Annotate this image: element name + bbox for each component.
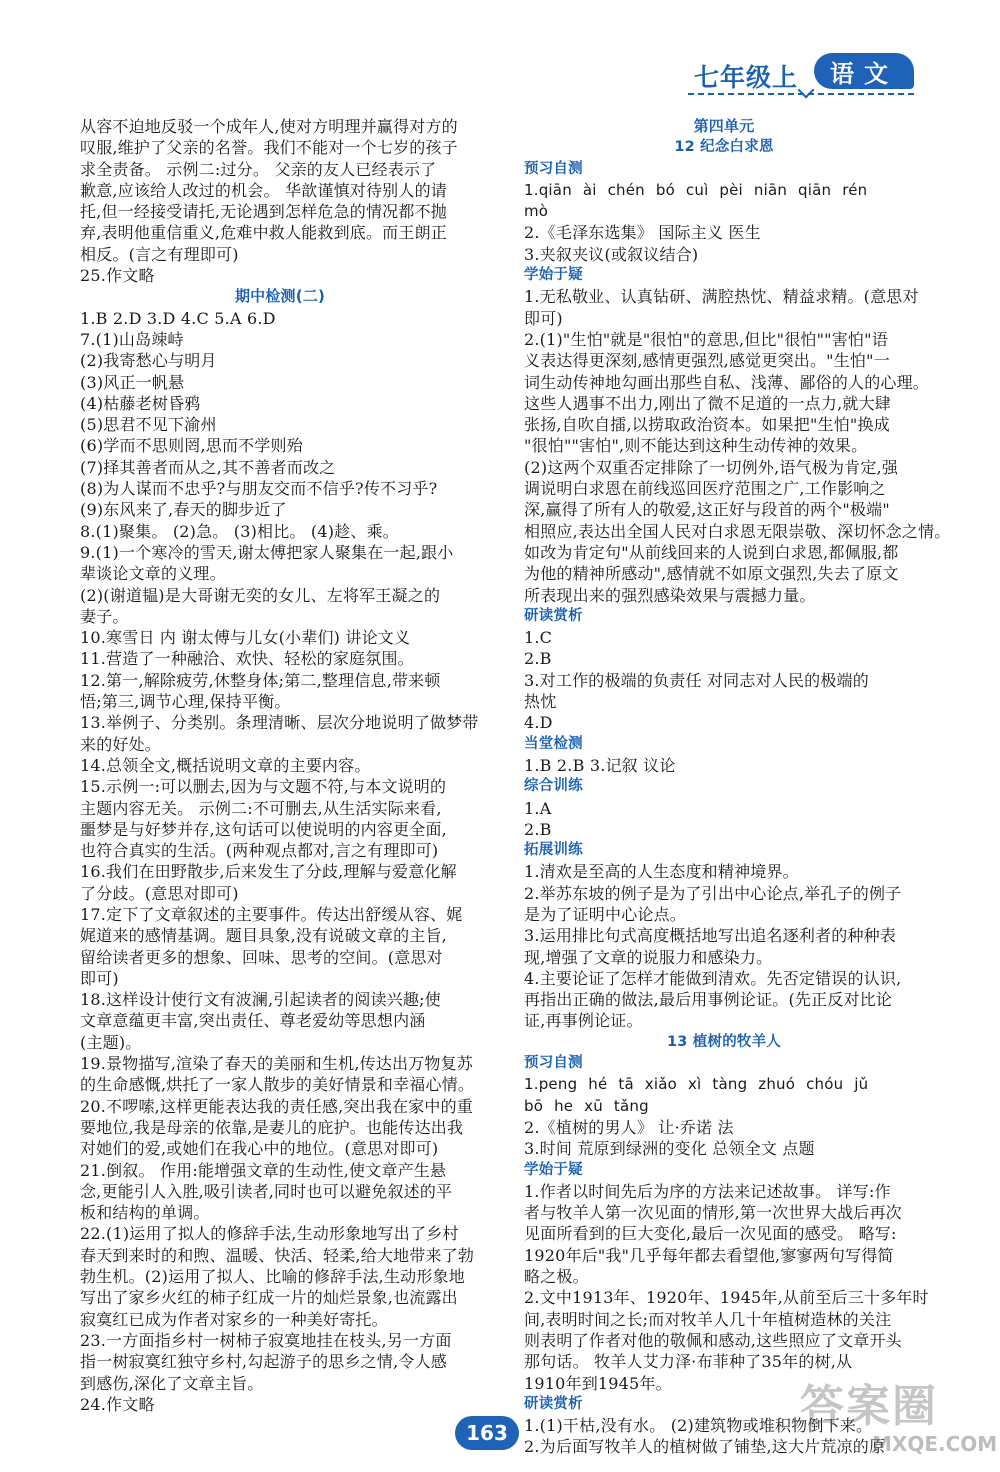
answer-line: 念,更能引人入胜,吸引读者,同时也可以避免叙述的平 [80,1181,453,1201]
answer-line: 13.举例子、分类别。条理清晰、层次分地说明了做梦带 [80,713,479,733]
answer-line: 见面所看到的巨大变化,最后一次见面的感受。 略写: [524,1224,897,1244]
answer-line: 25.作文略 [80,266,155,286]
answer-line: 者与牧羊人第一次见面的情形,第一次世界大战后再次 [524,1203,902,1223]
exercise-label: 学始于疑 [524,267,583,284]
answer-line: 1.无私敬业、认真钻研、满腔热忱、精益求精。(意思对 [524,287,919,307]
answer-line: 8.(1)聚集。 (2)急。 (3)相比。 (4)趁、乘。 [80,521,399,541]
answer-line: 文章意蕴更丰富,突出责任、尊老爱幼等思想内涵 [80,1011,426,1031]
answer-line: 24.作文略 [80,1394,155,1414]
answer-line: 17.定下了文章叙述的主要事件。传达出舒缓从容、娓 [80,904,463,924]
pinyin-line: 1.peng hé tā xiǎo xì tàng zhuó chóu jǔ [524,1075,869,1094]
answer-line: 略之极。 [524,1267,589,1287]
answer-line: 留给读者更多的想象、回味、思考的空间。(意思对 [80,947,443,967]
answer-line: 妻子。 [80,606,129,626]
answer-line: 23.一方面指乡村一树柿子寂寞地挂在枝头,另一方面 [80,1330,452,1350]
watermark-logo: 答案圈 [800,1381,938,1432]
answer-line: 18.这样设计使行文有波澜,引起读者的阅读兴趣;使 [80,990,441,1010]
left-column [80,116,480,1415]
exercise-label: 综合训练 [524,778,583,795]
answer-line: (8)为人谋而不忠乎?与朋友交而不信乎?传不习乎? [80,479,438,499]
answer-line: 7.(1)山岛竦峙 [80,329,184,349]
page-number: 163 [455,1416,519,1450]
pinyin-line: mò [524,202,549,221]
answer-line: 3.对工作的极端的负责任 对同志对人民的极端的 [524,670,869,690]
answer-line: (2)我寄愁心与明月 [80,351,217,371]
answer-line: 托,但一经接受请托,无论遇到怎样危急的情况都不抛 [80,202,447,222]
answer-line: 则表明了作者对他的敬佩和感动,这些照应了文章开头 [524,1330,902,1350]
answer-line: 张扬,自吹自擂,以捞取政治资本。如果把"生怕"换成 [524,415,890,435]
answer-line: 1.作者以时间先后为序的方法来记述故事。 详写:作 [524,1181,891,1201]
answer-line: 2.举苏东坡的例子是为了引出中心论点,举孔子的例子 [524,883,902,903]
answer-line: 1910年到1945年。 [524,1373,672,1393]
answer-line: 勃生机。(2)运用了拟人、比喻的修辞手法,生动形象地 [80,1267,465,1287]
answer-line: 来的好处。 [80,734,162,754]
answer-line: 22.(1)运用了拟人的修辞手法,生动形象地写出了乡村 [80,1224,459,1244]
answer-line: (6)学而不思则罔,思而不学则殆 [80,436,303,456]
answer-line: 1.C [524,628,553,648]
answer-line: "很怕""害怕",则不能达到这种生动传神的效果。 [524,436,868,456]
pinyin-line: bō he xū tǎng [524,1096,649,1115]
answer-line: 板和结构的单调。 [80,1203,210,1223]
answer-line: 如改为肯定句"从前线回来的人说到白求恩,都佩服,都 [524,542,899,562]
answer-line: 1.B 2.D 3.D 4.C 5.A 6.D [80,308,276,328]
answer-line: 即可) [80,968,119,988]
exercise-label: 研读赏析 [524,607,583,624]
lesson-title: 12 纪念白求恩 [674,139,774,156]
answer-line: (2)这两个双重否定排除了一切例外,语气极为肯定,强 [524,457,899,477]
answer-line: 歉意,应该给人改过的机会。 华歆谨慎对待别人的请 [80,180,447,200]
answer-line: 2.(1)"生怕"就是"很怕"的意思,但比"很怕""害怕"语 [524,329,888,349]
answer-line: 再指出正确的做法,最后用事例论证。(先正反对比论 [524,990,893,1010]
answer-line: 10.寒雪日 内 谢太傅与儿女(小辈们) 讲论文义 [80,628,411,648]
answer-line: 9.(1)一个寒冷的雪天,谢太傅把家人聚集在一起,跟小 [80,542,454,562]
answer-line: 所表现出来的强烈感染效果与震撼力量。 [524,585,816,605]
answer-line: 12.第一,解除疲劳,休整身体;第二,整理信息,带来顿 [80,670,441,690]
answer-line: 3.运用排比句式高度概括地写出追名逐利者的种种表 [524,926,897,946]
answer-line: 的生命感慨,烘托了一家人散步的美好情景和幸福心情。 [80,1075,475,1095]
header-subject-badge: 语文 [814,53,914,89]
answer-line: 义表达得更深刻,感情更强烈,感觉更突出。"生怕"一 [524,351,890,371]
answer-line: 证,再事例论证。 [524,1011,643,1031]
answer-line: 春天到来时的和煦、温暖、快活、轻柔,给大地带来了勃 [80,1245,475,1265]
answer-line: 15.示例一:可以删去,因为与文题不符,与本文说明的 [80,777,447,797]
answer-line: 14.总领全文,概括说明文章的主要内容。 [80,755,371,775]
answer-line: 4.主要论证了怎样才能做到清欢。先否定错误的认识, [524,968,902,988]
answer-line: 词生动传神地勾画出那些自私、浅薄、鄙俗的人的心理。 [524,372,930,392]
answer-line: 为他的精神所感动",感情就不如原文强烈,失去了原文 [524,564,899,584]
section-heading: 第四单元 [693,117,755,135]
answer-line: (9)东风来了,春天的脚步近了 [80,500,287,520]
answer-line: (2)(谢道韫)是大哥谢无奕的女儿、左将军王凝之的 [80,585,441,605]
answer-line: (4)枯藤老树昏鸦 [80,393,201,413]
answer-line: 辈谈论文章的义理。 [80,564,226,584]
answer-line: 了分歧。(意思对即可) [80,883,239,903]
watermark-url: MXQE.COM [872,1432,998,1456]
answer-line: 1.(1)干枯,没有水。 (2)建筑物或堆积物倒下来。 [524,1416,873,1436]
exercise-label: 预习自测 [524,1055,583,1072]
answer-line: 娓道来的感情基调。题目具象,没有说破文章的主旨, [80,926,447,946]
answer-line: 3.时间 荒原到绿洲的变化 总领全文 点题 [524,1139,815,1159]
answer-line: 2.《植树的男人》 让·乔诺 法 [524,1117,734,1137]
answer-line: 热忱 [524,692,557,712]
answer-line: 从容不迫地反驳一个成年人,使对方明理并赢得对方的 [80,117,458,136]
header-tick-mark [798,82,815,99]
answer-line: (5)思君不见下渝州 [80,415,217,435]
answer-line: 2.B [524,819,552,839]
answer-line: 寂寞红已成为作者对家乡的一种美好寄托。 [80,1309,388,1329]
answer-line: 写出了家乡火红的柿子红成一片的灿烂景象,也流露出 [80,1288,458,1308]
answer-line: 主题内容无关。 示例二:不可删去,从生活实际来看, [80,798,442,818]
answer-line: 21.倒叙。 作用:能增强文章的生动性,使文章产生悬 [80,1160,447,1180]
header-grade: 七年级上 [694,63,799,92]
answer-line: 2.文中1913年、1920年、1945年,从前至后三十多年时 [524,1288,929,1308]
answer-line: 2.B [524,649,552,669]
answer-line: 相反。(言之有理即可) [80,244,239,264]
answer-line: 相照应,表达出全国人民对白求恩无限崇敬、深切怀念之情。 [524,521,951,541]
answer-line: 现,增强了文章的说服力和感染力。 [524,947,773,967]
exercise-label: 拓展训练 [524,842,583,859]
answer-line: 这些人遇事不出力,刚出了微不足道的一点力,就大肆 [524,393,891,413]
answer-line: 2.为后面写牧羊人的植树做了铺垫,这大片荒凉的原 [524,1437,886,1457]
answer-line: 调说明白求恩在前线巡回医疗范围之广,工作影响之 [524,479,886,499]
answer-line: 对她们的爱,或她们在我心中的地位。(意思对即可) [80,1139,439,1159]
answer-line: 1.B 2.B 3.记叙 议论 [524,755,676,775]
lesson-title: 13 植树的牧羊人 [666,1033,782,1050]
exercise-label: 学始于疑 [524,1161,583,1178]
answer-line: 16.我们在田野散步,后来发生了分歧,理解与爱意化解 [80,862,457,882]
pinyin-line: 1.qiān ài chén bó cuì pèi niān qiān rén [524,180,868,199]
exercise-label: 预习自测 [524,160,583,177]
answer-line: 指一树寂寞红独守乡村,勾起游子的思乡之情,令人感 [80,1352,447,1372]
answer-line: 4.D [524,713,553,733]
answer-line: 深,赢得了所有人的敬爱,这正好与段首的两个"极端" [524,500,890,520]
exercise-label: 当堂检测 [524,735,583,752]
section-heading: 期中检测(二) [234,287,326,306]
answer-line: 1.清欢是至高的人生态度和精神境界。 [524,862,799,882]
answer-line: 20.不啰嗦,这样更能表达我的责任感,突出我在家中的重 [80,1096,474,1116]
answer-line: 噩梦是与好梦并存,这句话可以使说明的内容更全面, [80,819,447,839]
answer-line: 3.夹叙夹议(或叙议结合) [524,244,699,264]
answer-line: (主题)。 [80,1032,142,1052]
answer-line: 到感伤,深化了文章主旨。 [80,1373,264,1393]
answer-line: 求全责备。 示例二:过分。 父亲的友人已经表示了 [80,159,437,179]
answer-line: 弃,表明他重信重义,危难中救人能救到底。而王朗正 [80,223,447,243]
answer-line: 要地位,我是母亲的依靠,是妻儿的庇护。也能传达出我 [80,1117,464,1137]
answer-line: 叹服,维护了父亲的名誉。我们不能对一个七岁的孩子 [80,138,458,158]
answer-line: 1920年后"我"几乎每年都去看望他,寥寥两句写得简 [524,1245,894,1265]
answer-line: 那句话。 牧羊人艾力泽·布菲种了35年的树,从 [524,1352,853,1372]
answer-line: 即可) [524,308,563,328]
answer-line: (7)择其善者而从之,其不善者而改之 [80,457,336,477]
answer-line: 间,表明时间之长;而对牧羊人几十年植树造林的关注 [524,1309,892,1329]
answer-line: 是为了证明中心论点。 [524,904,687,924]
answer-line: 11.营造了一种融洽、欢快、轻松的家庭氛围。 [80,649,414,669]
answer-line: 1.A [524,798,552,818]
exercise-label: 研读赏析 [524,1395,583,1412]
answer-line: 19.景物描写,渲染了春天的美丽和生机,传达出万物复苏 [80,1054,474,1074]
answer-line: 也符合真实的生活。(两种观点都对,言之有理即可) [80,841,439,861]
answer-line: 2.《毛泽东选集》 国际主义 医生 [524,223,761,243]
answer-line: (3)风正一帆悬 [80,372,185,392]
answer-line: 悟;第三,调节心理,保持平衡。 [80,692,291,712]
